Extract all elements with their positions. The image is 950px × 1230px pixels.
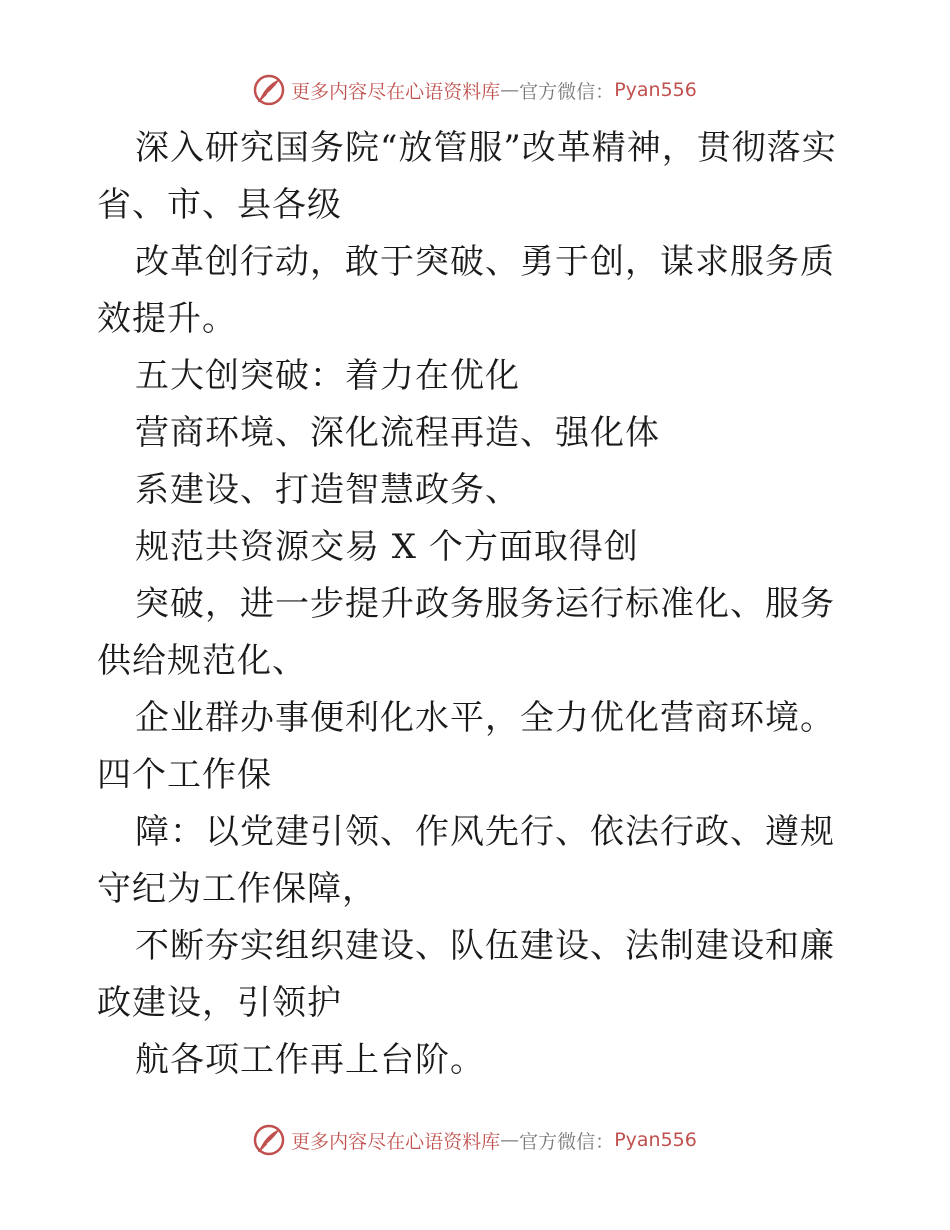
paragraph: 系建设、打造智慧政务、: [135, 470, 520, 510]
banner-dash: —: [500, 1129, 520, 1151]
paragraph: 改革创行动，敢于突破、勇于创，谋求服务质效提升。: [97, 242, 835, 339]
document-body: [97, 120, 857, 1089]
banner-main-text: 更多内容尽在心语资料库: [291, 80, 501, 103]
paragraph: 不断夯实组织建设、队伍建设、法制建设和廉政建设，引领护: [97, 926, 835, 1023]
paragraph: 深入研究国务院“放管服”改革精神，贯彻落实省、市、县各级: [97, 128, 837, 225]
banner-dash: —: [500, 79, 520, 101]
banner-wechat-prefix: 官方微信：: [519, 80, 615, 103]
paragraph: 障：以党建引领、作风先行、依法行政、遵规守纪为工作保障，: [97, 812, 835, 909]
banner-main-text: 更多内容尽在心语资料库: [291, 1130, 501, 1153]
banner-wechat-account: Pyan556: [614, 79, 697, 101]
footer-banner: [0, 1120, 950, 1160]
feather-quill-logo-icon: [253, 1124, 285, 1156]
paragraph: 规范共资源交易 X 个方面取得创: [135, 527, 639, 567]
feather-quill-logo-icon: [253, 74, 285, 106]
paragraph: 航各项工作再上台阶。: [135, 1040, 485, 1080]
banner-wechat-prefix: 官方微信：: [519, 1130, 615, 1153]
paragraph: 营商环境、深化流程再造、强化体: [135, 413, 660, 453]
banner-wechat-account: Pyan556: [614, 1129, 697, 1151]
header-banner: [0, 70, 950, 110]
paragraph: 企业群办事便利化水平，全力优化营商环境。四个工作保: [97, 698, 835, 795]
paragraph: 五大创突破：着力在优化: [135, 356, 520, 396]
paragraph: 突破，进一步提升政务服务运行标准化、服务供给规范化、: [97, 584, 835, 681]
